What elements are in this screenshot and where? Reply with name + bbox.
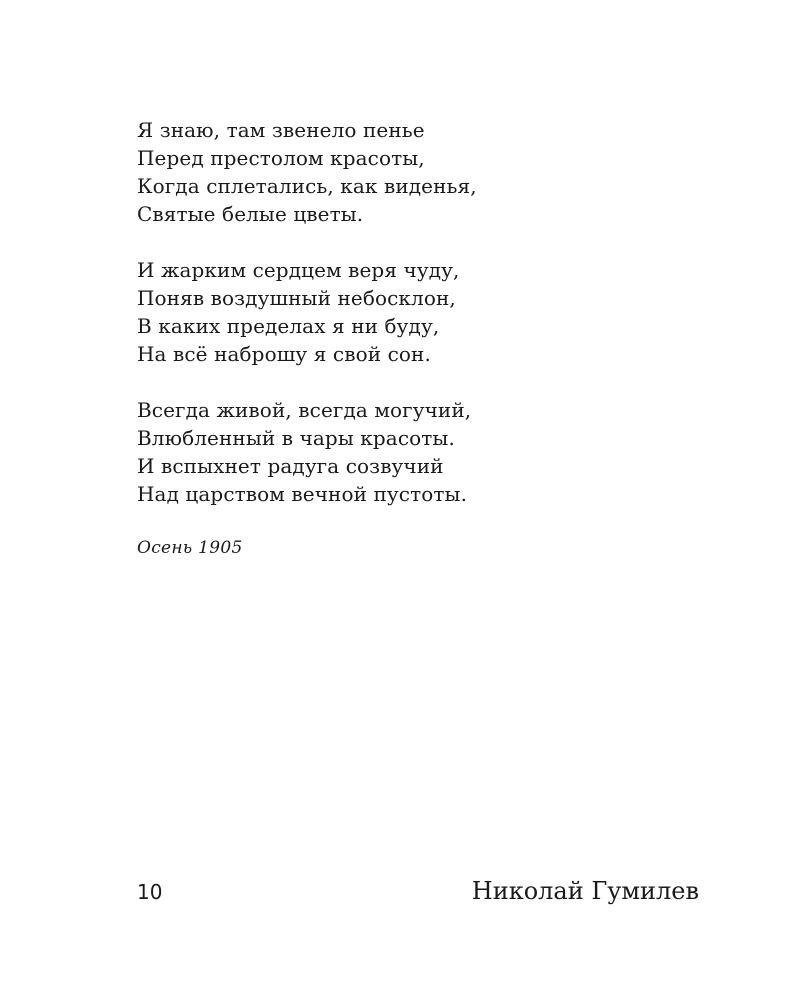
poem-line: И вспыхнет радуга созвучий — [137, 454, 444, 478]
page-number: 10 — [137, 880, 163, 904]
poem-line: И жарким сердцем веря чуду, — [137, 258, 460, 282]
poem-line: На всё наброшу я свой сон. — [137, 342, 431, 366]
poem-date: Осень 1905 — [137, 538, 243, 558]
poem-line: Я знаю, там звенело пенье — [137, 118, 425, 142]
poem-line: Всегда живой, всегда могучий, — [137, 398, 472, 422]
poem — [137, 116, 697, 560]
stanza-2 — [137, 256, 697, 368]
poem-line: Над царством вечной пустоты. — [137, 482, 468, 506]
page-footer — [137, 873, 699, 909]
author-name: Николай Гумилев — [471, 877, 699, 905]
poem-line: В каких пределах я ни буду, — [137, 314, 440, 338]
poem-line: Перед престолом красоты, — [137, 146, 425, 170]
stanza-3 — [137, 396, 697, 508]
stanza-1 — [137, 116, 697, 228]
poem-line: Святые белые цветы. — [137, 202, 364, 226]
poem-line: Влюбленный в чары красоты. — [137, 426, 455, 450]
poem-line: Когда сплетались, как виденья, — [137, 174, 477, 198]
poem-line: Поняв воздушный небосклон, — [137, 286, 456, 310]
